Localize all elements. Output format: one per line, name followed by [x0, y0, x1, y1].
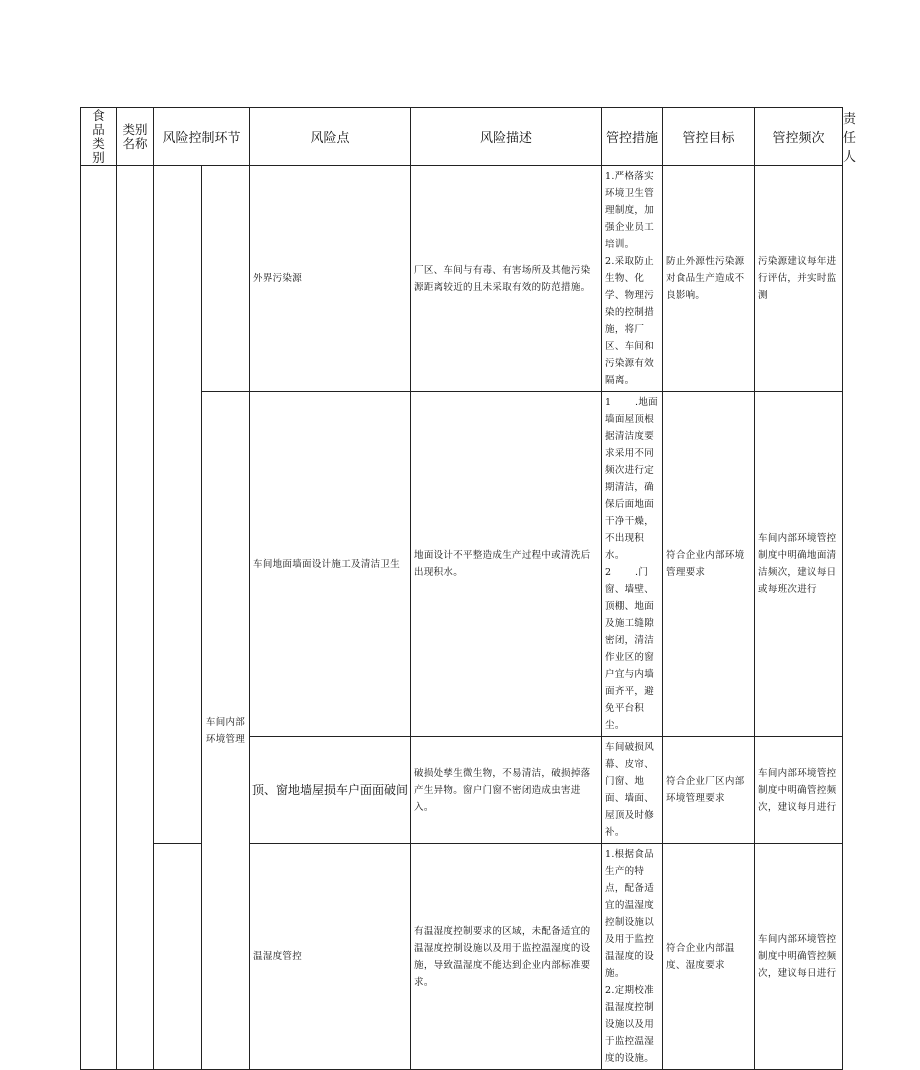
target-cell: [663, 737, 755, 844]
target-text: 防止外源性污染源对食品生产造成不良影响。: [666, 256, 745, 301]
risk-desc-text: 地面设计不平整造成生产过程中或清洗后出现积水。: [414, 550, 591, 578]
frequency-cell: [755, 737, 843, 844]
measure-text: .地面墙面屋顶根据清洁度要求采用不同频次进行定期清洁，确保后面地面干净干燥，不出现积水。: [605, 397, 658, 561]
target-text: 符合企业内部环境管理要求: [666, 550, 745, 578]
header-risk-description-label: 风险描述: [480, 131, 533, 146]
risk-desc-cell: [411, 166, 602, 392]
risk-point-cell: [250, 737, 411, 844]
stage-workshop-text: 车间内部环境管理: [205, 716, 246, 745]
risk-desc-cell: [411, 844, 602, 1070]
frequency-cell: [755, 844, 843, 1070]
category-name-cell: [117, 166, 154, 1070]
measure-number: 1: [605, 397, 612, 408]
measure-text: .门窗、墙壁、顶棚、地面及施工缝隙密闭，清洁作业区的窗户宜与内墙面齐平，避免平台积尘。: [605, 567, 655, 731]
header-food-category: [81, 108, 117, 166]
target-cell: [663, 392, 755, 737]
target-text: 符合企业内部温度、湿度要求: [666, 942, 735, 971]
measure-item: 2.定期校准温湿度控制设施以及用于监控温湿度的设施。: [605, 985, 655, 1064]
frequency-text: 车间内部环境管控制度中明确管控频次，建议每日进行: [758, 934, 837, 979]
risk-desc-text: 破损处孳生微生物，不易清洁，破损掉落产生异物。窗户门窗不密闭造成虫害进入。: [414, 767, 591, 813]
header-control-target: [663, 108, 755, 166]
header-category-name: [117, 108, 154, 166]
measure-item: [605, 564, 659, 734]
header-control-frequency-label: 管控频次: [772, 131, 825, 146]
header-risk-point-label: 风险点: [310, 131, 350, 146]
measure-item: 2.采取防止生物、化学、物理污染的控制措施，将厂区、车间和污染源有效隔离。: [605, 256, 655, 386]
risk-desc-text: 厂区、车间与有毒、有害场所及其他污染源距离较近的且未采取有效的防范措施。: [414, 264, 591, 293]
target-text: 符合企业厂区内部环境管理要求: [666, 776, 745, 804]
frequency-cell: [755, 166, 843, 392]
frequency-cell: [755, 392, 843, 737]
frequency-text: 污染源建议每年进行评估，并实时监测: [758, 256, 837, 301]
food-category-cell: [81, 166, 117, 1070]
frequency-text: 车间内部环境管控制度中明确管控频次，建议每月进行: [758, 767, 837, 813]
header-risk-point: [250, 108, 411, 166]
measures-cell: [602, 392, 663, 737]
measure-item: 1.根据食品生产的特点，配备适宜的温湿度控制设施以及用于监控温湿度的设施。: [605, 849, 655, 979]
risk-desc-cell: [411, 737, 602, 844]
measure-number: 2: [605, 567, 612, 578]
risk-point-text: 顶、窗地墙屋损车户面面破间: [252, 782, 409, 797]
target-cell: [663, 844, 755, 1070]
target-cell: [663, 166, 755, 392]
header-control-target-label: 管控目标: [682, 131, 735, 146]
header-row: [81, 108, 843, 166]
risk-control-table: [80, 107, 857, 1070]
risk-desc-cell: [411, 392, 602, 737]
measures-cell: [602, 166, 663, 392]
header-risk-description: [411, 108, 602, 166]
table-row: [81, 166, 843, 392]
stage-sub-cell-bottom: [154, 844, 202, 1070]
risk-point-cell: [250, 166, 411, 392]
risk-desc-text: 有温湿度控制要求的区域，未配备适宜的温湿度控制设施以及用于监控温湿度的设施，导致温湿度不能达到企业内部标准要求。: [414, 925, 591, 988]
measure-item: 1.严格落实环境卫生管理制度，加强企业员工培训。: [605, 171, 655, 250]
measure-item: [605, 394, 659, 564]
header-food-category-label: 食品类别: [92, 107, 105, 165]
stage-cell-blank: [202, 166, 250, 392]
header-risk-control-stage-label: 风险控制环节: [162, 131, 241, 146]
measures-cell: [602, 844, 663, 1070]
stage-workshop-cell: [202, 392, 250, 1070]
header-category-name-label: 类别名称: [122, 121, 148, 151]
risk-point-text: 车间地面墙面设计施工及清洁卫生: [253, 558, 401, 570]
header-control-measures-label: 管控措施: [606, 131, 659, 146]
stage-sub-cell-top: [154, 166, 202, 844]
measures-cell: [602, 737, 663, 844]
risk-point-cell: [250, 844, 411, 1070]
risk-point-text: 外界污染源: [253, 273, 303, 284]
header-control-frequency: [755, 108, 843, 166]
table-row: [81, 844, 843, 1070]
header-risk-control-stage: [154, 108, 250, 166]
header-responsible-label: 责任人: [843, 112, 857, 165]
risk-point-cell: [250, 392, 411, 737]
measure-item: 车间破损风幕、皮帘、门窗、地面、墙面、屋顶及时修补。: [605, 742, 655, 838]
risk-point-text: 温湿度管控: [253, 951, 303, 962]
header-control-measures: [602, 108, 663, 166]
frequency-text: 车间内部环境管控制度中明确地面清洁频次，建议每日或每班次进行: [758, 533, 837, 595]
